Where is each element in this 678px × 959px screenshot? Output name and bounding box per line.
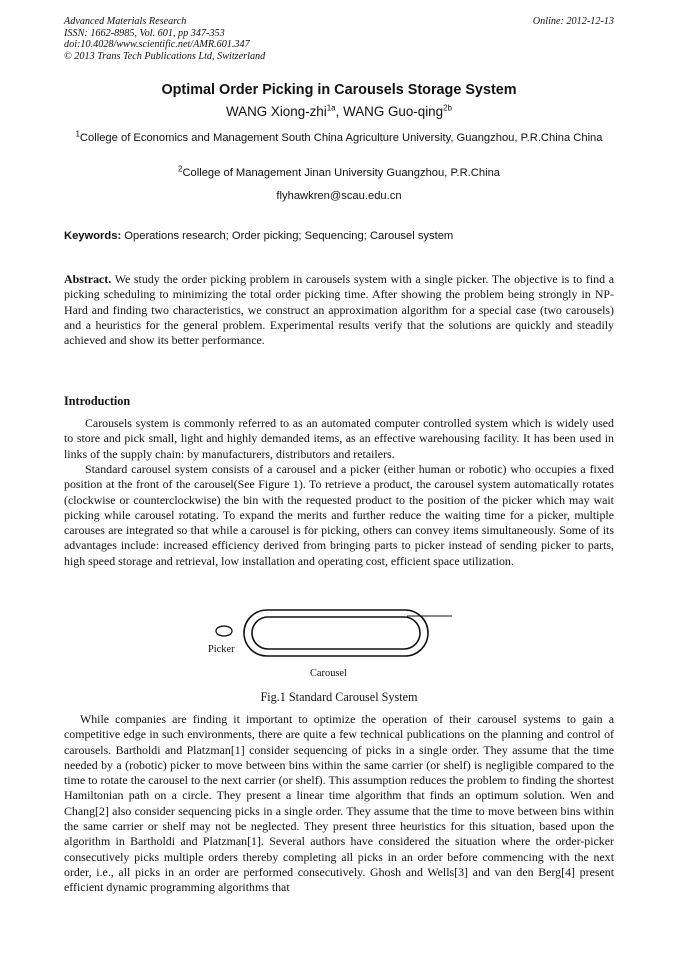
picker-shape [216,626,232,636]
intro-paragraph-1: Carousels system is commonly referred to as an automated computer controlled system which is widely used to store and pick small, light and highly demanded items, as an effective warehousing facility. It has been used in links of the supply chain: by manufacturers, distributors and retailers. [64,416,614,461]
online-date: Online: 2012-12-13 [532,16,614,27]
carousel-inner-track [252,617,420,649]
picker-label: Picker [208,644,235,655]
author-2: WANG Guo-qing [343,104,444,119]
paper-title: Optimal Order Picking in Carousels Storage System [161,82,517,98]
journal-name: Advanced Materials Research [64,16,187,27]
body-paragraph-3: While companies are finding it important to optimize the operation of their carousel systems to gain a competitive edge in such environments, there are quite a few technical publications on the planning and control of carousels. Bartholdi and Platzman[1] consider sequencing of picks in a single order. They assume that the time needed by a (robotic) picker to move between bins within the same carrier (or shelf) is negligible compared to the time to rotate the carousel to the next carrier (or shelf). This assumption reduces the problem to finding the shortest Hamiltonian path on a circle. They present a linear time algorithm that finds an optimum solution. Wen and Chang[2] also consider sequencing picks in a single order. They assume that the time to move between bins within the same carrier or shelf may not be neglected. They present three heuristics for this situation, based upon the algorithm in Bartholdi and Platzman[1]. Several authors have considered the situation where the order-picker consecutively picks multiple orders thereby completing all picks in an order before commencing with the next order, i.e., all picks in an order are performed consecutively. Ghosh and Wells[3] and van den Berg[4] present efficient dynamic programming algorithms that [64,712,614,895]
keywords-label: Keywords: [64,230,122,242]
doi-line: doi:10.4028/www.scientific.net/AMR.601.347 [64,39,250,51]
author-2-sup: 2b [443,103,452,113]
introduction-heading: Introduction [64,394,131,408]
intro-paragraph-2: Standard carousel system consists of a carousel and a picker (either human or robotic) who occupies a fixed position at the front of the carousel(See Figure 1). To retrieve a product, the carousel system automatically rotates (clockwise or counterclockwise) the bin with the requested product to the position of the picker which may wait picking while carousel rotating. To expand the merits and further reduce the waiting time for a picker, multiple carouses are integrated so that while a carousel is for picking, others can convey items simultaneously. Some of its advantages include: increased efficiency derived from bringing parts to picker instead of sending picker to parts, high speed storage and retrieval, low installation and operating cost, efficient space utilization. [64,462,614,568]
affiliation-1-text: College of Economics and Management South China Agriculture University, Guangzhou, P.R.China China [79,132,603,144]
journal-info [64,16,265,62]
keywords-text: Operations research; Order picking; Sequencing; Carousel system [121,230,454,242]
author-separator: , [335,104,344,119]
email: flyhawkren@scau.edu.cn [276,190,402,202]
figure-caption: Fig.1 Standard Carousel System [260,690,418,704]
carousel-label: Carousel [310,668,347,679]
abstract [64,272,614,348]
author-1: WANG Xiong-zhi [226,104,327,119]
issn-line: ISSN: 1662-8985, Vol. 601, pp 347-353 [64,27,225,39]
keywords [64,230,614,242]
author-1-sup: 1a [326,103,336,113]
affiliation-2 [64,166,614,180]
abstract-text: We study the order picking problem in carousels system with a single picker. The objective is to find a picking scheduling to minimizing the total order picking time. After showing the problem being strongly in NP-Hard and finding two characteristics, we construct an approximation algorithm for a special case (two carousels) and a heuristics for the general problem. Experimental results verify that the solutions are quickly and steadily achieved and show its better performance. [64,272,614,348]
affiliation-1 [64,131,614,145]
affiliation-2-text: College of Management Jinan University Guangzhou, P.R.China [182,167,501,179]
copyright-line: © 2013 Trans Tech Publications Ltd, Switzerland [64,50,266,62]
affiliation-1-sup: 1 [75,129,80,139]
author-line [64,104,614,119]
affiliation-2-sup: 2 [177,164,183,174]
abstract-label: Abstract. [64,272,112,286]
